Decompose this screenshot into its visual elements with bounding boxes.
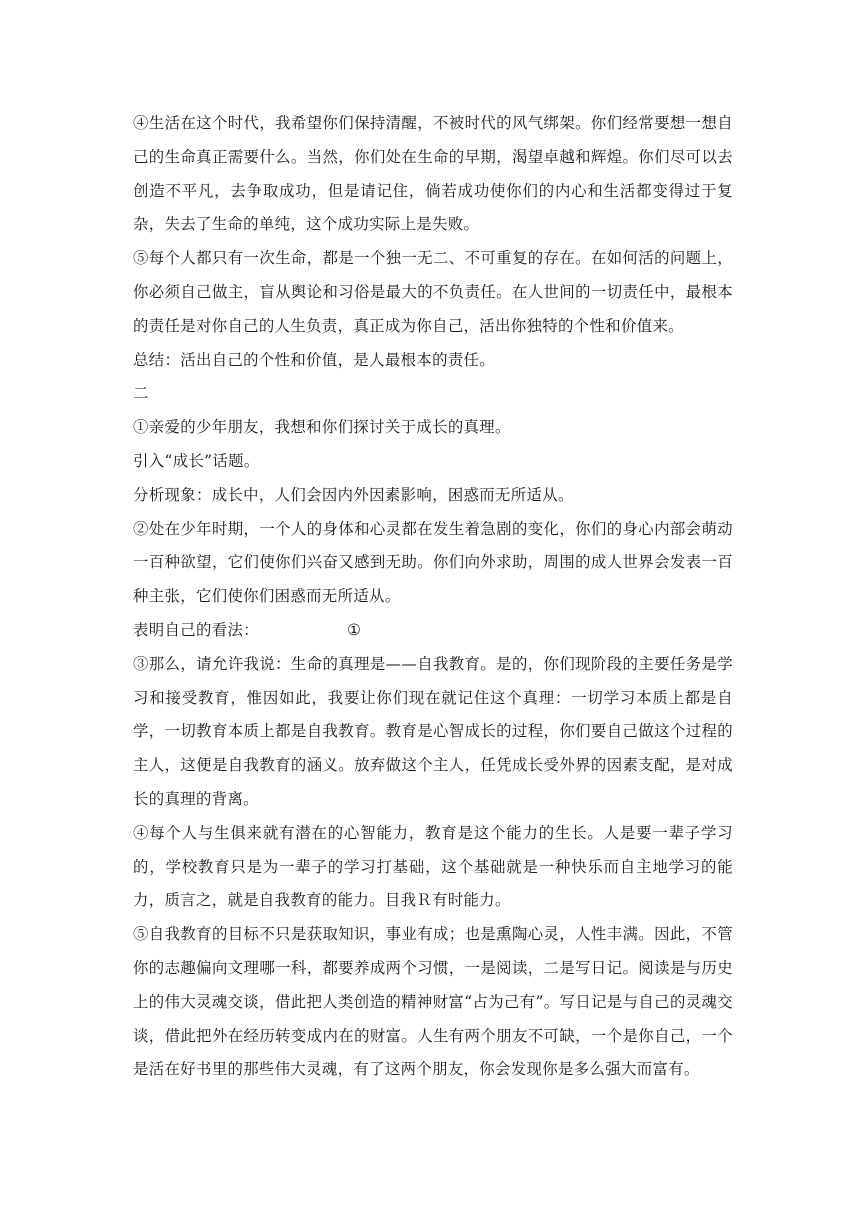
paragraph-2-part2: ②处在少年时期，一个人的身体和心灵都在发生着急剧的变化，你们的身心内部会萌动一百种欲望，它们使你们兴奋又感到无助。你们向外求助，周围的成人世界会发表一百种主张，它们使你们困惑而无所适从。 xyxy=(133,519,733,606)
document-body xyxy=(133,107,733,1087)
paragraph-4-part1: ④生活在这个时代，我希望你们保持清醒，不被时代的风气绑架。你们经常要想一想自己的生命真正需要什么。当然，你们处在生命的早期，渴望卓越和辉煌。你们尽可以去创造不平凡，去争取成功，但是请记住，倘若成功使你们的内心和生活都变得过于复杂，失去了生命的单纯，这个成功实际上是失败。 xyxy=(133,114,733,234)
paragraph-5-part1: ⑤每个人都只有一次生命，都是一个独一无二、不可重复的存在。在如何活的问题上，你必须自己做主，盲从舆论和习俗是最大的不负责任。在人世间的一切责任中，最根本的责任是对你自己的人生负责，真正成为你自己，活出你独特的个性和价值来。 xyxy=(133,249,733,335)
opinion-marker: ① xyxy=(346,620,362,639)
analysis-line: 分析现象：成长中，人们会因内外因素影响，困惑而无所适从。 xyxy=(133,485,574,504)
paragraph-5-part2: ⑤自我教育的目标不只是获取知识，事业有成；也是熏陶心灵，人性丰满。因此，不管你的志趣偏向文理哪一科，都要养成两个习惯，一是阅读，二是写日记。阅读是与历史上的伟大灵魂交谈，借此把人类创造的精神财富“占为己有”。写日记是与自己的灵魂交谈，借此把外在经历转变成内在的财富。人生有两个朋友不可缺，一个是你自己，一个是活在好书里的那些伟大灵魂，有了这两个朋友，你会发现你是多么强大而富有。 xyxy=(133,925,733,1079)
opinion-line xyxy=(133,614,733,648)
paragraph-4-part2: ④每个人与生俱来就有潜在的心智能力，教育是这个能力的生长。人是要一辈子学习的，学校教育只是为一辈子的学习打基础，这个基础就是一种快乐而自主地学习的能力，质言之，就是自我教育的能力。目我Ｒ有时能力。 xyxy=(133,823,733,910)
paragraph-3-part2: ③那么，请允许我说：生命的真理是——自我教育。是的，你们现阶段的主要任务是学习和接受教育，惟因如此，我要让你们现在就记住这个真理：一切学习本质上都是自学，一切教育本质上都是自我教育。教育是心智成长的过程，你们要自己做这个过程的主人，这便是自我教育的涵义。放弃做这个主人，任凭成长受外界的因素支配，是对成长的真理的背离。 xyxy=(133,654,733,808)
paragraph-1-part2: ①亲爱的少年朋友，我想和你们探讨关于成长的真理。 xyxy=(133,418,511,437)
opinion-label: 表明自己的看法： xyxy=(133,620,259,639)
section-heading-2: 二 xyxy=(133,384,149,403)
intro-line: 引入“成长”话题。 xyxy=(133,451,260,470)
summary-line: 总结：活出自己的个性和价值，是人最根本的责任。 xyxy=(133,350,496,369)
